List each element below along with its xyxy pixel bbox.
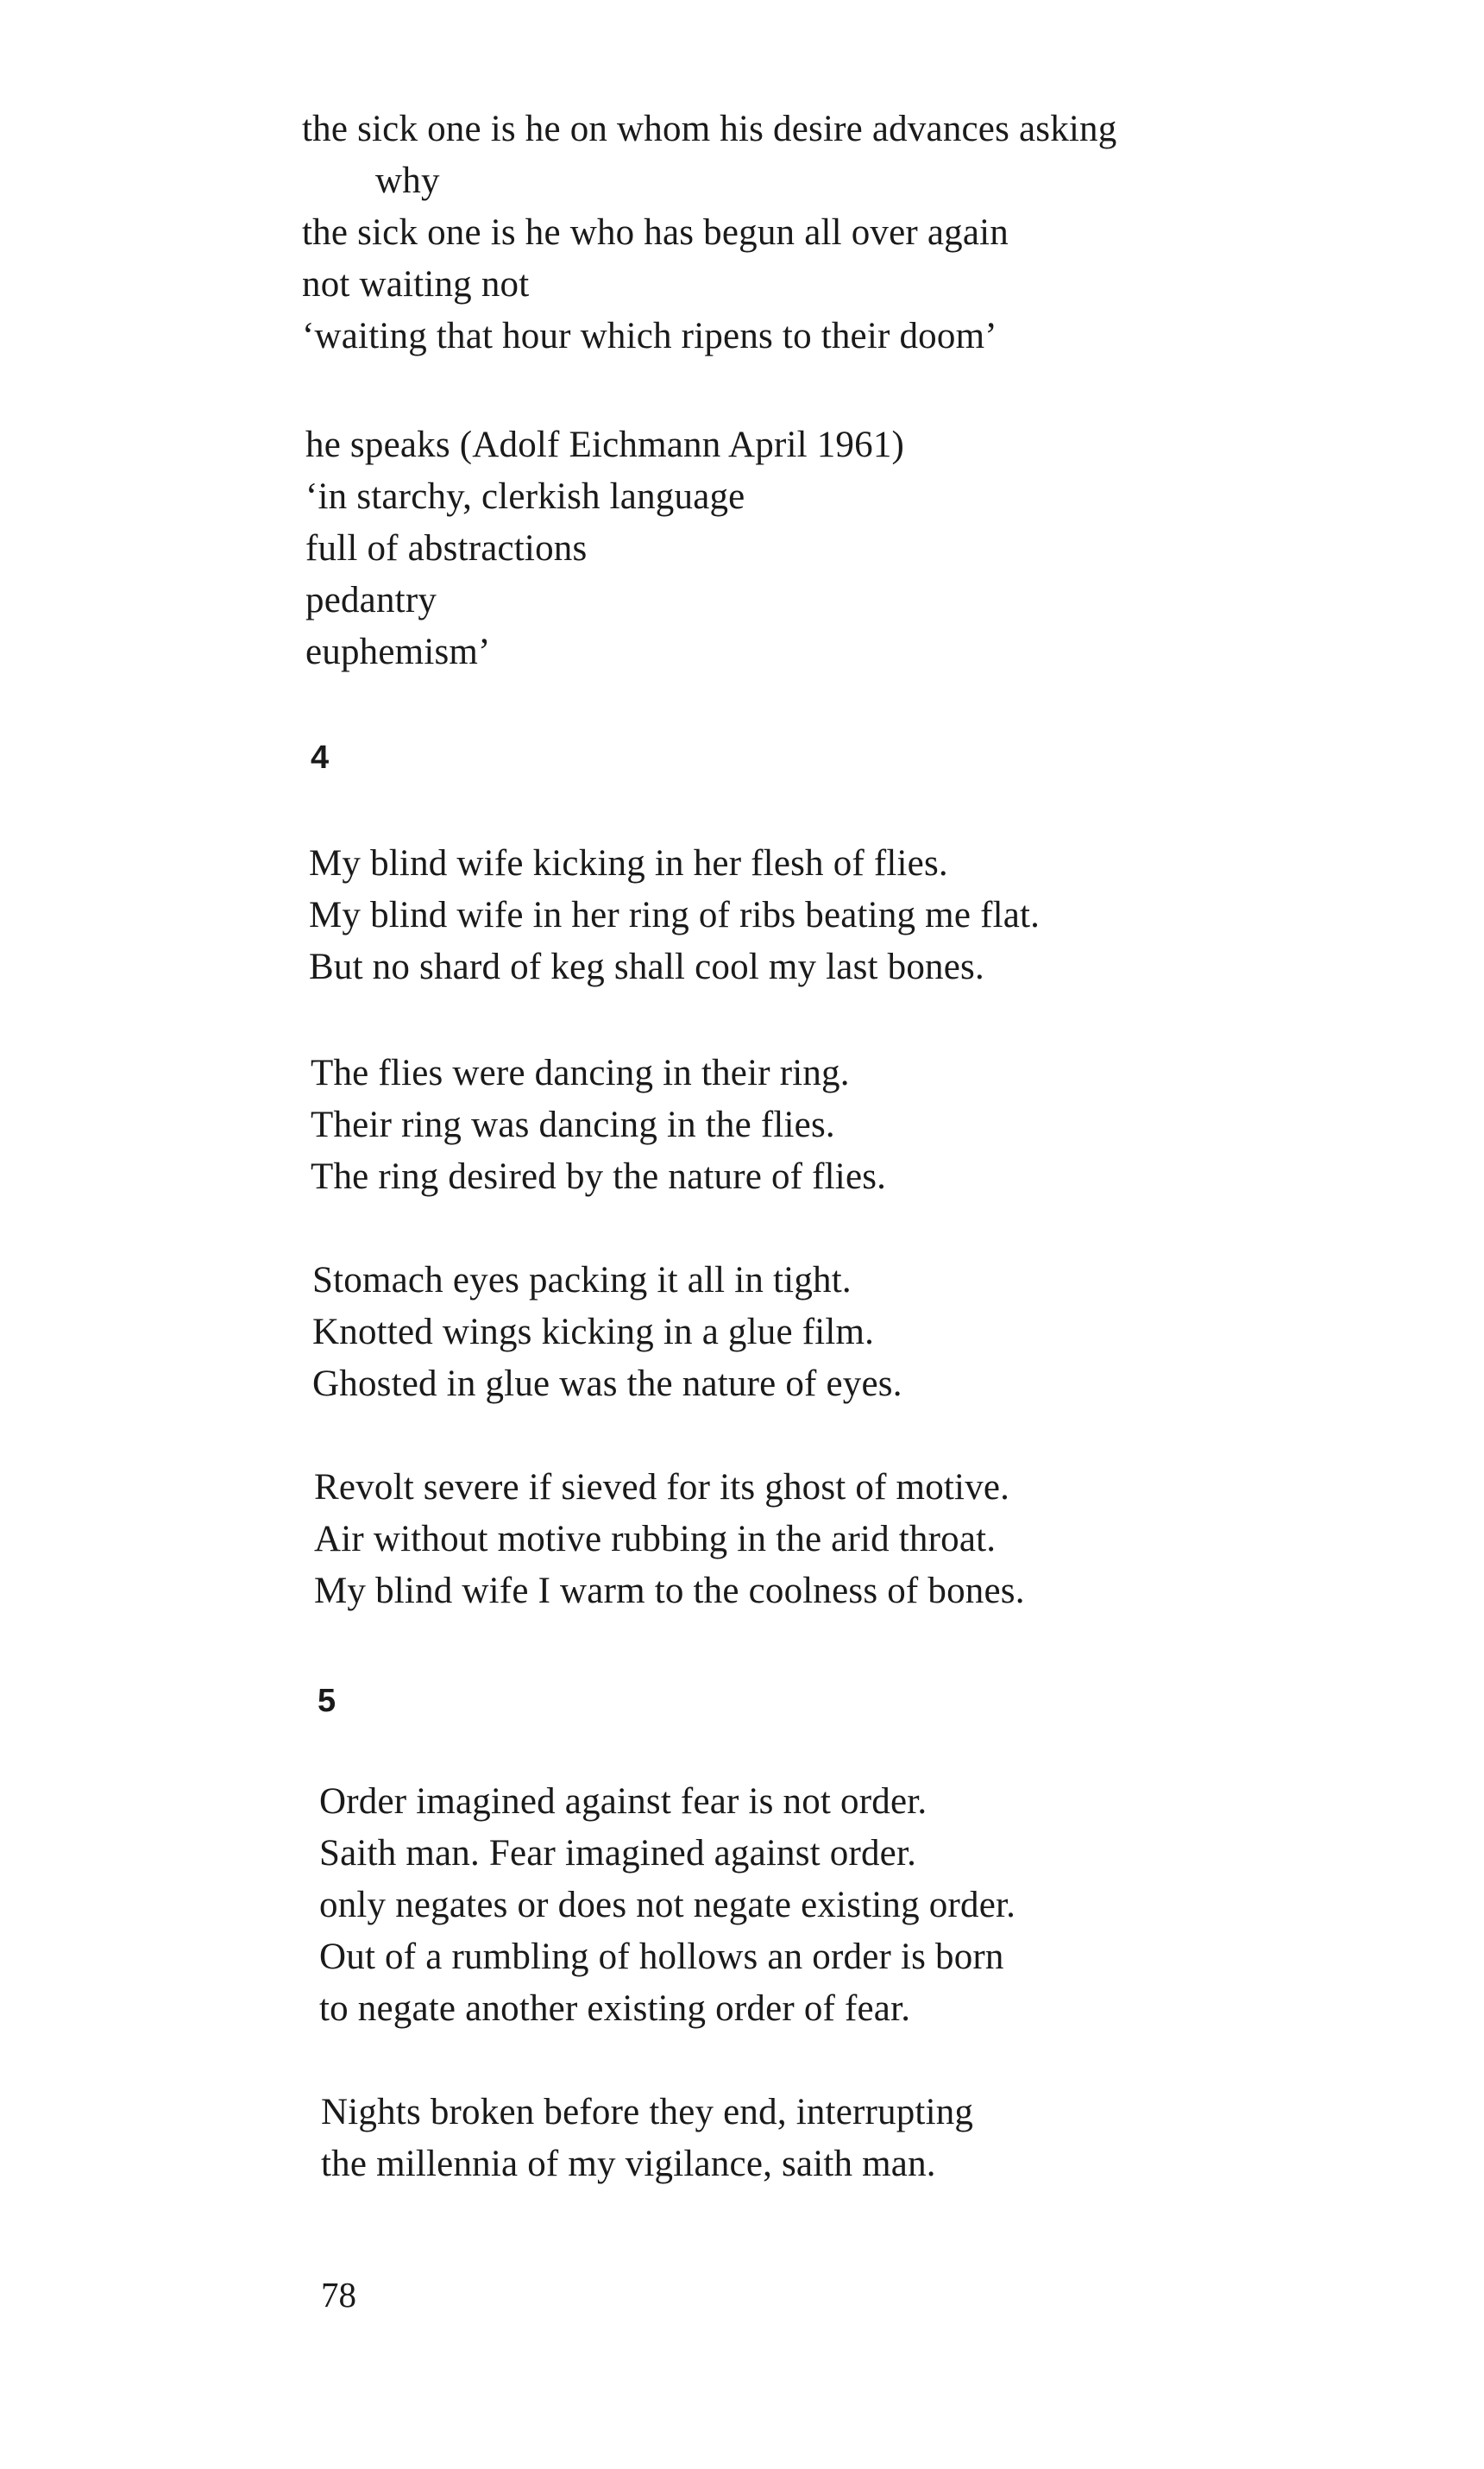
poem-line: The flies were dancing in their ring. [311, 1053, 850, 1093]
poem-line: My blind wife kicking in her flesh of flies. [309, 843, 948, 884]
section-number: 5 [318, 1683, 336, 1719]
poem-line: he speaks (Adolf Eichmann April 1961) [305, 425, 905, 465]
poem-line: But no shard of keg shall cool my last bones. [309, 947, 984, 987]
poem-line: the sick one is he who has begun all over again [302, 212, 1009, 253]
poem-line: Air without motive rubbing in the arid throat. [314, 1519, 997, 1559]
poem-line: Out of a rumbling of hollows an order is born [319, 1937, 1004, 1977]
poem-line: The ring desired by the nature of flies. [311, 1156, 887, 1197]
poem-line: My blind wife in her ring of ribs beating me flat. [309, 895, 1041, 935]
poem-line: Saith man. Fear imagined against order. [319, 1833, 917, 1874]
poem-line: Ghosted in glue was the nature of eyes. [312, 1364, 902, 1404]
poem-line: euphemism’ [305, 632, 491, 672]
poem-line: Nights broken before they end, interrupting [321, 2092, 974, 2132]
poem-line: Stomach eyes packing it all in tight. [312, 1260, 852, 1301]
poem-line: Order imagined against fear is not order. [319, 1781, 928, 1822]
poem-line: not waiting not [302, 264, 530, 305]
poem-line: only negates or does not negate existing order. [319, 1885, 1016, 1925]
poem-line: Their ring was dancing in the flies. [311, 1105, 835, 1145]
poem-line: the millennia of my vigilance, saith man. [321, 2144, 936, 2184]
poem-line: Revolt severe if sieved for its ghost of motive. [314, 1467, 1010, 1508]
poem-line: My blind wife I warm to the coolness of bones. [314, 1571, 1025, 1611]
poem-line: ‘waiting that hour which ripens to their doom’ [302, 316, 997, 356]
poem-line: Knotted wings kicking in a glue film. [312, 1312, 875, 1352]
poem-line: the sick one is he on whom his desire advances asking [302, 109, 1117, 149]
section-number: 4 [311, 740, 330, 776]
poem-line: why [375, 161, 440, 201]
poem-line: full of abstractions [305, 528, 588, 569]
poem-line: to negate another existing order of fear. [319, 1988, 911, 2029]
page-number: 78 [321, 2275, 356, 2315]
poem-line: pedantry [305, 580, 437, 620]
poem-line: ‘in starchy, clerkish language [305, 476, 745, 517]
